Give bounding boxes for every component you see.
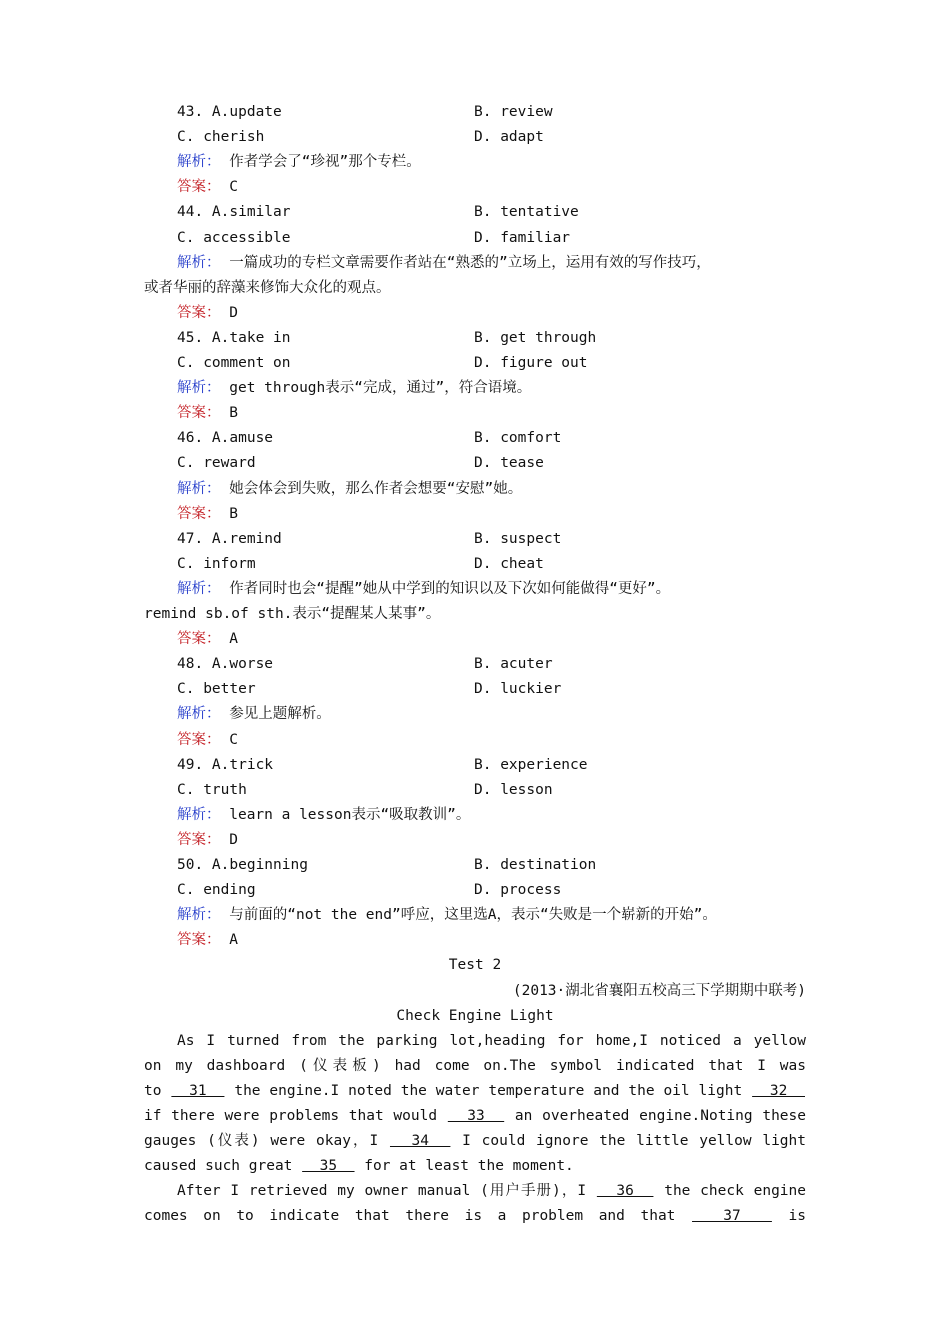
explanation-label: 解析： <box>177 154 221 171</box>
blank-37: 37 <box>692 1208 772 1225</box>
spacer <box>221 706 230 722</box>
blank-33: 33 <box>447 1108 505 1124</box>
explanation-line <box>177 478 522 500</box>
passage-line <box>144 1105 806 1127</box>
answer-label: 答案： <box>177 179 221 196</box>
passage-text: an overheated engine.Noting these <box>514 1108 806 1124</box>
option-d: D. luckier <box>474 681 562 698</box>
option-a: 48. A.worse <box>177 656 274 673</box>
passage-text: comes on to indicate that there is a problem and that <box>144 1208 676 1225</box>
spacer <box>221 732 230 748</box>
passage-line <box>144 1130 806 1152</box>
option-b: B. acuter <box>474 656 553 673</box>
explanation-label: 解析： <box>177 907 221 924</box>
option-c: C. truth <box>177 781 247 798</box>
option-a: 49. A.trick <box>177 756 274 773</box>
explanation-text: 作者同时也会“提醒”她从中学到的知识以及下次如何能做得“更好”。 <box>229 580 671 597</box>
answer-line <box>177 176 238 198</box>
option-b: B. get through <box>474 329 597 346</box>
explanation-line <box>177 804 470 826</box>
explanation-text: 参见上题解析。 <box>229 706 331 723</box>
answer-line <box>177 929 238 951</box>
answer-line <box>177 503 238 525</box>
explanation-label: 解析： <box>177 480 221 497</box>
option-a: 44. A.similar <box>177 204 291 221</box>
test-source: (2013·湖北省襄阳五校高三下学期期中联考) <box>512 982 806 999</box>
option-d: D. process <box>474 882 562 899</box>
passage-text: gauges (仪表) were okay，I <box>144 1133 379 1150</box>
answer-line <box>177 628 238 650</box>
option-a: 50. A.beginning <box>177 857 308 873</box>
option-d: D. cheat <box>474 555 544 572</box>
answer-value: A <box>229 631 238 648</box>
option-a: 47. A.remind <box>177 530 282 547</box>
option-c: C. accessible <box>177 229 291 246</box>
blank-35: 35 <box>302 1158 355 1175</box>
option-a: 43. A.update <box>177 104 282 120</box>
answer-label: 答案： <box>177 731 221 748</box>
passage-text: caused such great <box>144 1158 293 1175</box>
spacer <box>221 305 230 321</box>
answer-line <box>177 302 238 324</box>
spacer <box>221 154 230 170</box>
answer-value: B <box>229 405 238 422</box>
blank-31: 31 <box>171 1082 225 1099</box>
spacer <box>221 405 230 421</box>
explanation-text: learn a lesson表示“吸取教训”。 <box>229 806 471 823</box>
passage-line <box>177 1180 806 1202</box>
blank-32: 32 <box>752 1082 805 1099</box>
explanation-label: 解析： <box>177 580 221 597</box>
answer-label: 答案： <box>177 932 221 949</box>
explanation-continued: 或者华丽的辞藻来修饰大众化的观点。 <box>144 279 391 296</box>
explanation-text: 一篇成功的专栏文章需要作者站在“熟悉的”立场上，运用有效的写作技巧， <box>229 254 711 271</box>
passage-title: Check Engine Light <box>396 1007 554 1024</box>
option-d: D. tease <box>474 455 544 472</box>
option-c: C. inform <box>177 555 256 572</box>
option-b: B. destination <box>474 857 597 873</box>
test-heading: Test 2 <box>448 957 502 974</box>
option-d: D. figure out <box>474 355 588 371</box>
answer-value: C <box>229 731 238 748</box>
answer-label: 答案： <box>177 505 221 522</box>
explanation-text: get through表示“完成，通过”，符合语境。 <box>229 380 532 397</box>
spacer <box>221 581 230 597</box>
passage-line <box>144 1055 806 1077</box>
passage-line <box>144 1080 806 1102</box>
explanation-label: 解析： <box>177 706 221 723</box>
spacer <box>221 179 230 195</box>
explanation-line <box>177 703 331 725</box>
explanation-label: 解析： <box>177 254 221 271</box>
answer-label: 答案： <box>177 405 221 422</box>
answer-value: D <box>229 831 238 848</box>
passage-line <box>144 1155 574 1177</box>
passage-text: After I retrieved my owner manual (用户手册)，I <box>177 1183 587 1200</box>
option-c: C. better <box>177 681 256 698</box>
blank-36: 36 <box>596 1183 654 1200</box>
explanation-line <box>177 578 670 600</box>
explanation-label: 解析： <box>177 806 221 823</box>
answer-value: D <box>229 304 238 321</box>
blank-34: 34 <box>389 1133 451 1150</box>
option-b: B. comfort <box>474 430 562 447</box>
passage-line <box>177 1030 806 1052</box>
passage-text: is <box>788 1208 806 1225</box>
answer-value: B <box>229 505 238 522</box>
spacer <box>221 807 230 823</box>
spacer <box>221 506 230 522</box>
option-d: D. lesson <box>474 781 553 798</box>
option-b: B. experience <box>474 756 588 773</box>
option-b: B. tentative <box>474 204 579 221</box>
option-d: D. familiar <box>474 229 571 246</box>
passage-text: I could ignore the little yellow light <box>462 1133 806 1150</box>
spacer <box>221 932 230 948</box>
explanation-line <box>177 377 531 399</box>
answer-value: A <box>229 932 238 949</box>
passage-text: on my dashboard (仪表板) had come on.The symbol indicated that I was <box>144 1057 806 1074</box>
explanation-line <box>177 904 717 926</box>
answer-value: C <box>229 179 238 196</box>
spacer <box>221 832 230 848</box>
answer-label: 答案： <box>177 304 221 321</box>
explanation-text: 与前面的“not the end”呼应，这里选A，表示“失败是一个崭新的开始”。 <box>229 907 717 924</box>
spacer <box>221 255 230 271</box>
explanation-line <box>177 252 711 274</box>
option-d: D. adapt <box>474 129 544 146</box>
spacer <box>221 631 230 647</box>
option-c: C. ending <box>177 882 256 899</box>
option-c: C. reward <box>177 455 256 472</box>
option-b: B. suspect <box>474 530 562 547</box>
passage-text: for at least the moment. <box>364 1158 574 1175</box>
spacer <box>221 380 230 396</box>
option-c: C. comment on <box>177 355 291 371</box>
passage-line <box>144 1205 806 1227</box>
explanation-continued: remind sb.of sth.表示“提醒某人某事”。 <box>144 606 441 622</box>
passage-text: the check engine <box>664 1183 806 1200</box>
explanation-line <box>177 151 421 173</box>
option-a: 45. A.take in <box>177 329 291 346</box>
explanation-text: 作者学会了“珍视”那个专栏。 <box>229 154 421 171</box>
answer-line <box>177 829 238 851</box>
option-b: B. review <box>474 104 553 120</box>
passage-text: if there were problems that would <box>144 1108 438 1124</box>
answer-label: 答案： <box>177 831 221 848</box>
answer-line <box>177 729 238 751</box>
passage-text: to <box>144 1082 162 1099</box>
explanation-text: 她会体会到失败，那么作者会想要“安慰”她。 <box>229 480 523 497</box>
spacer <box>221 481 230 497</box>
answer-line <box>177 402 238 424</box>
passage-text: the engine.I noted the water temperature and the oil light <box>234 1082 743 1099</box>
passage-text: As I turned from the parking lot,heading for home,I noticed a yellow <box>177 1032 806 1049</box>
spacer <box>221 907 230 923</box>
explanation-label: 解析： <box>177 380 221 397</box>
answer-label: 答案： <box>177 631 221 648</box>
option-c: C. cherish <box>177 129 265 146</box>
option-a: 46. A.amuse <box>177 430 274 447</box>
